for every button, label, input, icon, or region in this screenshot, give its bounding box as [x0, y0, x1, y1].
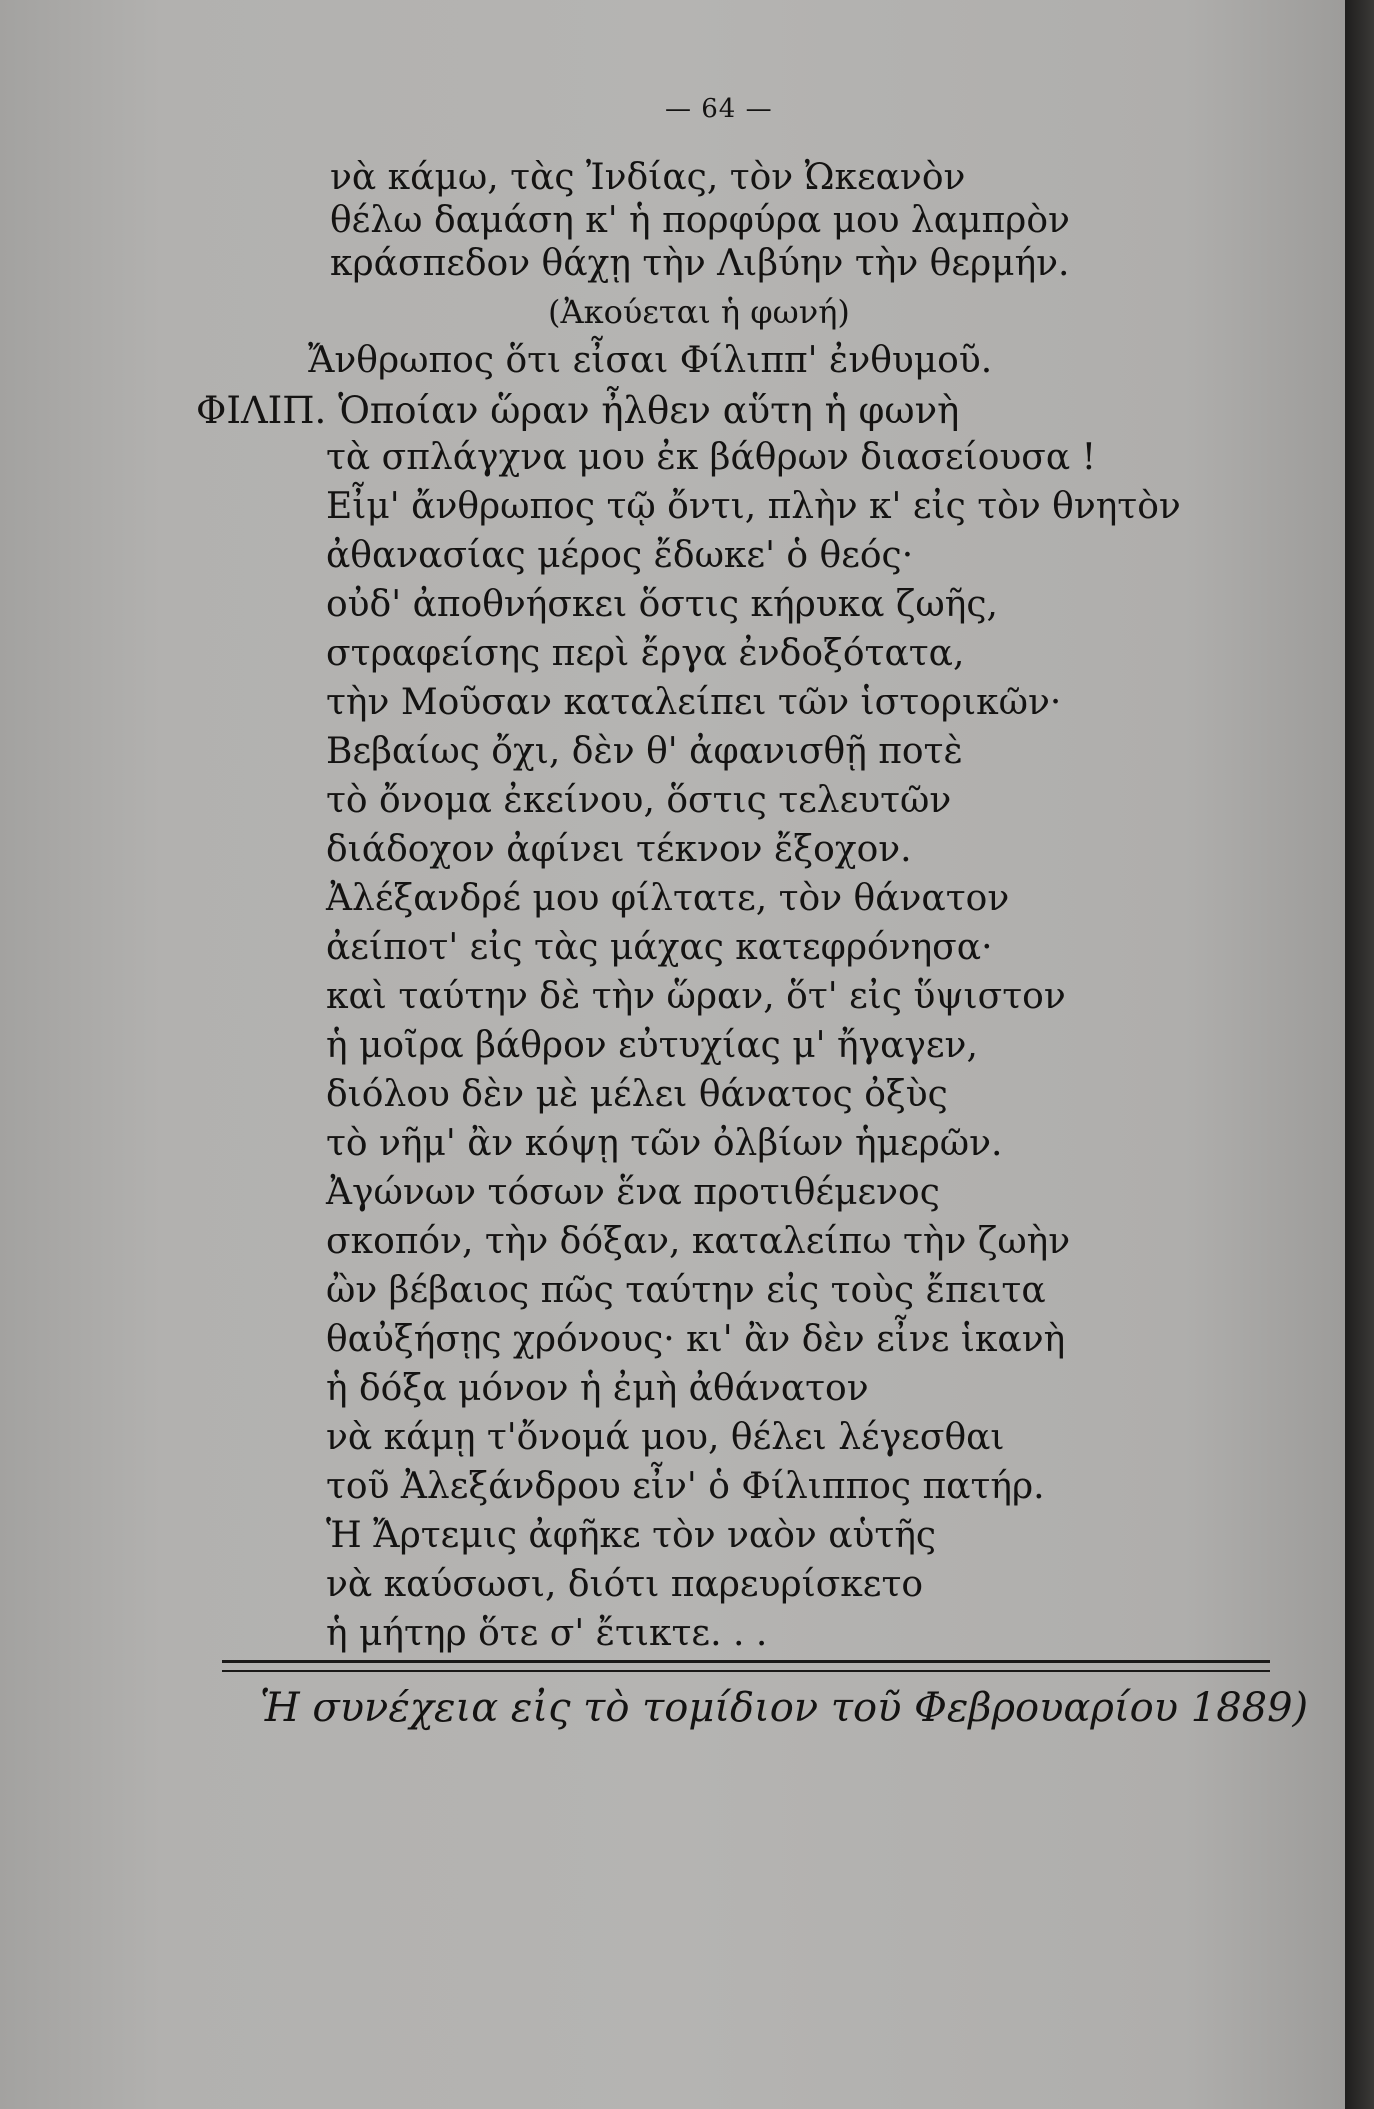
- verse-line: στραφείσης περὶ ἔργα ἐνδοξότατα,: [326, 633, 965, 674]
- verse-line: Ἄνθρωπος ὅτι εἶσαι Φίλιππ' ἐνθυμοῦ.: [308, 340, 993, 381]
- verse-line: νὰ κάμω, τὰς Ἰνδίας, τὸν Ὠκεανὸν: [330, 157, 966, 198]
- rule-bottom: [222, 1670, 1270, 1672]
- verse-line: κράσπεδον θάχῃ τὴν Λιβύην τὴν θερμήν.: [330, 243, 1070, 284]
- verse-line: ἀείποτ' εἰς τὰς μάχας κατεφρόνησα·: [326, 927, 993, 968]
- verse-line: Ἀλέξανδρέ μου φίλτατε, τὸν θάνατον: [326, 878, 1010, 919]
- footnote: Ἡ συνέχεια εἰς τὸ τομίδιον τοῦ Φεβρουαρίου 1889): [260, 1685, 1309, 1731]
- verse-line: ὢν βέβαιος πῶς ταύτην εἰς τοὺς ἔπειτα: [326, 1270, 1046, 1311]
- verse-line: τὴν Μοῦσαν καταλείπει τῶν ἱστορικῶν·: [326, 682, 1062, 723]
- verse-line: Ἡ Ἄρτεμις ἀφῆκε τὸν ναὸν αὑτῆς: [326, 1515, 937, 1556]
- verse-line: τὸ νῆμ' ἂν κόψῃ τῶν ὀλβίων ἡμερῶν.: [326, 1123, 1003, 1164]
- verse-line: θαὐξήσῃς χρόνους· κι' ἂν δὲν εἶνε ἱκανὴ: [326, 1319, 1066, 1360]
- verse-line: Βεβαίως ὄχι, δὲν θ' ἀφανισθῇ ποτὲ: [326, 731, 963, 772]
- page-number: — 64 —: [665, 94, 773, 124]
- verse-line: καὶ ταύτην δὲ τὴν ὥραν, ὅτ' εἰς ὕψιστον: [326, 976, 1066, 1017]
- verse-line: Εἶμ' ἄνθρωπος τῷ ὄντι, πλὴν κ' εἰς τὸν θνητὸν: [326, 486, 1181, 527]
- verse-line: ἡ δόξα μόνον ἡ ἐμὴ ἀθάνατον: [326, 1368, 869, 1409]
- verse-line: τοῦ Ἀλεξάνδρου εἶν' ὁ Φίλιππος πατήρ.: [326, 1466, 1045, 1507]
- verse-line: Ἀγώνων τόσων ἕνα προτιθέμενος: [326, 1172, 940, 1213]
- verse-line: σκοπόν, τὴν δόξαν, καταλείπω τὴν ζωὴν: [326, 1221, 1071, 1262]
- verse-line: ἡ μοῖρα βάθρον εὐτυχίας μ' ἤγαγεν,: [326, 1025, 978, 1066]
- verse-line: οὐδ' ἀποθνήσκει ὅστις κήρυκα ζωῆς,: [326, 584, 998, 625]
- book-spine-shadow: [1345, 0, 1374, 2109]
- verse-line: ἡ μήτηρ ὅτε σ' ἔτικτε. . .: [326, 1613, 768, 1654]
- verse-line: διάδοχον ἀφίνει τέκνον ἔξοχον.: [326, 829, 912, 870]
- stage-direction: (Ἀκούεται ἡ φωνή): [548, 293, 850, 331]
- verse-line: νὰ καύσωσι, διότι παρευρίσκετο: [326, 1564, 924, 1605]
- verse-line: τὸ ὄνομα ἐκείνου, ὅστις τελευτῶν: [326, 780, 952, 821]
- verse-line: διόλου δὲν μὲ μέλει θάνατος ὀξὺς: [326, 1074, 948, 1115]
- verse-line: τὰ σπλάγχνα μου ἐκ βάθρων διασείουσα !: [326, 437, 1097, 478]
- rule-top: [222, 1660, 1270, 1663]
- verse-line: ἀθανασίας μέρος ἔδωκε' ὁ θεός·: [326, 535, 914, 576]
- speaker-line: ΦΙΛΙΠ. Ὁποίαν ὥραν ἦλθεν αὕτη ἡ φωνὴ: [196, 389, 960, 432]
- verse-line: νὰ κάμῃ τ'ὄνομά μου, θέλει λέγεσθαι: [326, 1417, 1005, 1458]
- verse-line: θέλω δαμάση κ' ἡ πορφύρα μου λαμπρὸν: [330, 200, 1070, 241]
